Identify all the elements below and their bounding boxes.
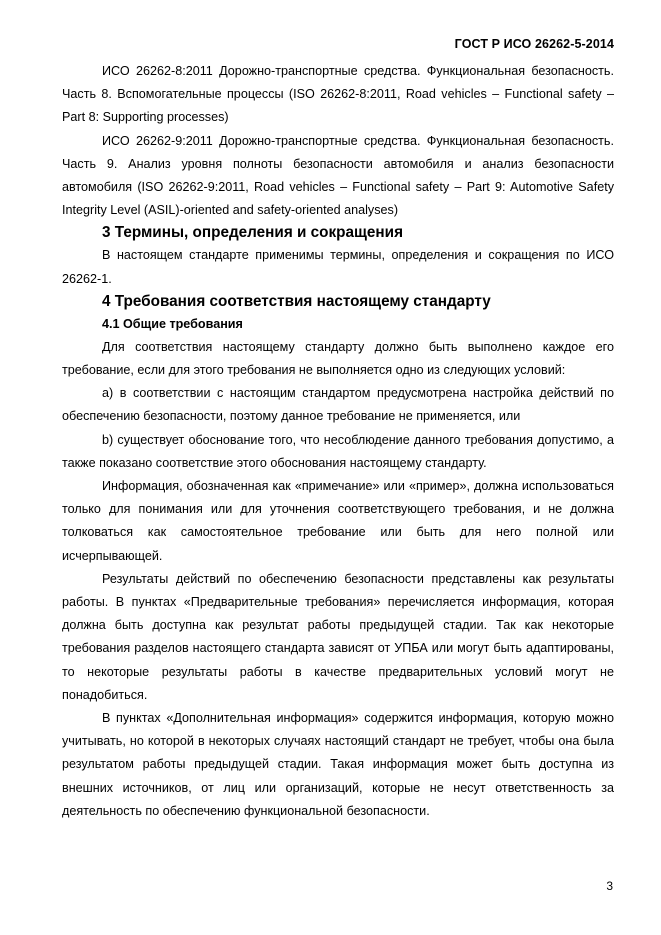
list-item-a: a) в соответствии с настоящим стандартом предусмотрена настройка действий по обеспечению безопасности, поэтому данное требование не применяется, или [62,386,614,424]
paragraph-conformance-intro: Для соответствия настоящему стандарту должно быть выполнено каждое его требование, если для этого требования не выполняется одно из следующих условий: [62,339,614,378]
reference-iso-26262-9: ИСО 26262-9:2011 Дорожно-транспортные средства. Функциональная безопасность. Часть 9. Анализ уровня полноты безопасности автомобиля и анализ безопасности автомобиля (ISO 26262-9:2011, Road vehicles – Functional safety – Part 9: Automotive Safety Integrity Level (ASIL)-oriented and safety-oriented analyses) [62,133,614,218]
page-number: 3 [606,879,613,893]
document-header: ГОСТ Р ИСО 26262-5-2014 [454,37,614,51]
paragraph-further-supporting-info: В пунктах «Дополнительная информация» содержится информация, которую можно учитывать, но которой в некоторых случаях настоящий стандарт не требует, чтобы она была результатом работы предыдущей стадии. Такая информация может быть доступна из внешних источников, от лиц или организаций, которые не несут ответственность за деятельность по обеспечению функциональной безопасности. [62,711,614,818]
reference-iso-26262-8: ИСО 26262-8:2011 Дорожно-транспортные средства. Функциональная безопасность. Часть 8. Вспомогательные процессы (ISO 26262-8:2011, Road vehicles – Functional safety – Part 8: Supporting processes) [62,64,614,125]
section-4-title: 4 Требования соответствия настоящему стандарту [102,292,491,310]
paragraph-work-products: Результаты действий по обеспечению безопасности представлены как результаты работы. В пунктах «Предварительные требования» перечисляется информация, которая должна быть доступна как результат работы предыдущей стадии. Так как некоторые требования разделов настоящего стандарта зависят от УПБА или могут быть адаптированы, то некоторые результаты работы в качестве предварительных условий могут не понадобиться. [62,571,614,702]
paragraph-notes-examples: Информация, обозначенная как «примечание» или «пример», должна использоваться только для понимания или для уточнения соответствующего требования, и не должна толковаться как самостоятельное требование или быть для него полной или исчерпывающей. [62,479,614,563]
list-item-b: b) существует обоснование того, что несоблюдение данного требования допустимо, а также показано соответствие этого обоснования настоящему стандарту. [62,432,614,470]
subsection-4-1-title: 4.1 Общие требования [102,316,243,331]
document-body [62,60,614,823]
section-3-title: 3 Термины, определения и сокращения [102,224,404,242]
section-3-paragraph: В настоящем стандарте применимы термины, определения и сокращения по ИСО 26262-1. [62,248,614,286]
